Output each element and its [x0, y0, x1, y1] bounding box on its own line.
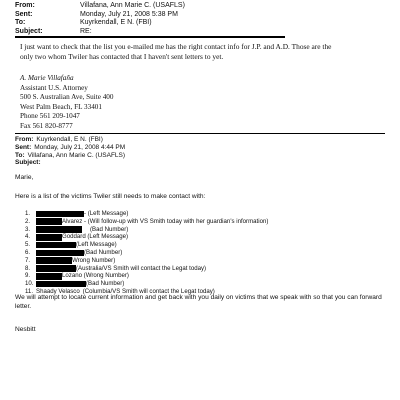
orig-from-label: From: — [15, 136, 34, 143]
signature-address2: West Palm Beach, FL 33401 — [20, 102, 102, 111]
list-item — [25, 210, 268, 218]
from-value: Villafana, Ann Marie C. (USAFLS) — [80, 2, 185, 9]
to-value: Kuyrkendall, E N. (FBI) — [80, 19, 152, 26]
sender-signoff: Nesbitt — [15, 326, 36, 333]
list-text: Alvarez - (Will follow-up with VS Smith today with her guardian's information) — [62, 217, 269, 225]
list-text: (Bad Number) — [86, 280, 125, 288]
signature-address1: 500 S. Australian Ave, Suite 400 — [20, 93, 114, 101]
signature-title: Assistant U.S. Attorney — [20, 83, 88, 92]
redaction-bar — [36, 265, 76, 272]
email-header-original — [15, 136, 125, 167]
list-item — [25, 272, 268, 280]
list-item — [25, 249, 268, 257]
list-number: 11. — [25, 287, 34, 295]
to-row — [15, 19, 185, 28]
sent-row — [15, 11, 185, 20]
list-number: 7. — [25, 256, 31, 264]
orig-subject-label: Subject: — [15, 159, 41, 167]
reply-body: I just want to check that the list you e-mailed me has the right contact info for J.P. and A.D. Those are the only two whom Twiler has contacted that I haven't sent letters to yet. — [20, 42, 332, 61]
redaction-bar — [36, 218, 62, 225]
signature-name: A. Marie Villafaña — [20, 74, 74, 82]
list-number: 3. — [25, 225, 31, 233]
list-item — [25, 265, 268, 273]
list-item — [25, 218, 268, 226]
subject-label: Subject: — [15, 27, 43, 35]
greeting: Marie, — [15, 174, 34, 181]
redaction-bar — [36, 242, 76, 249]
list-text: Wrong Number) — [72, 256, 116, 264]
orig-from-value: Kuyrkendall, E N. (FBI) — [36, 136, 103, 143]
redaction-bar — [36, 226, 82, 233]
redaction-bar — [36, 234, 62, 241]
list-item — [25, 280, 268, 288]
list-text: Lozano (Wrong Number) — [62, 272, 129, 280]
signature-fax: Fax 561 820-8777 — [20, 121, 73, 130]
list-item — [25, 233, 268, 241]
email-header-reply — [15, 2, 185, 36]
orig-to-value: Villafana, Ann Marie C. (USAFLS) — [27, 151, 126, 159]
list-number: 2. — [25, 217, 31, 225]
sent-label: Sent: — [15, 10, 33, 18]
list-item — [25, 257, 268, 265]
orig-sent-value: Monday, July 21, 2008 4:44 PM — [34, 143, 126, 151]
list-text: (Bad Number) — [90, 225, 129, 233]
from-label: From: — [15, 2, 35, 9]
list-text: Goddard (Left Message) — [62, 233, 129, 241]
list-text: - (Left Message) — [84, 210, 129, 217]
subject-value: RE: — [80, 27, 92, 35]
redaction-bar — [36, 250, 84, 257]
victim-list — [25, 210, 268, 296]
redaction-bar — [36, 273, 62, 280]
signature-block — [20, 74, 114, 131]
list-intro: Here is a list of the victims Twiler still needs to make contact with: — [15, 193, 206, 200]
list-name: Shaady Velasco — [36, 287, 80, 295]
orig-to-row — [15, 152, 125, 160]
subject-row — [15, 28, 185, 37]
list-item — [25, 241, 268, 249]
list-number: 10. — [25, 280, 34, 288]
closing-paragraph: We will attempt to locate current information and get back with you daily on victims that we speak with so that you can forward letter. — [15, 294, 382, 310]
list-text: (Australia/VS Smith will contact the Legat today) — [76, 264, 207, 272]
list-number: 5. — [25, 241, 31, 249]
orig-sent-label: Sent: — [15, 143, 32, 151]
to-label: To: — [15, 19, 26, 26]
orig-to-label: To: — [15, 151, 25, 159]
list-item — [25, 226, 268, 234]
list-number: 4. — [25, 233, 31, 241]
from-row — [15, 2, 185, 11]
list-number: 6. — [25, 248, 31, 256]
header-rule — [15, 36, 285, 38]
list-number: 9. — [25, 272, 31, 280]
redaction-bar — [36, 281, 86, 288]
message-separator — [15, 133, 385, 134]
orig-subject-row — [15, 159, 125, 167]
signature-phone: Phone 561 209-1047 — [20, 112, 80, 120]
list-number: 8. — [25, 264, 31, 272]
redaction-bar — [36, 257, 72, 264]
redaction-bar — [36, 211, 84, 218]
list-text: (Left Message) — [76, 241, 117, 249]
orig-from-row — [15, 136, 125, 144]
orig-sent-row — [15, 144, 125, 152]
sent-value: Monday, July 21, 2008 5:38 PM — [80, 10, 178, 18]
list-text: (Bad Number) — [84, 248, 123, 256]
list-number: 1. — [25, 210, 31, 217]
list-text: (Columbia/VS Smith will contact the Legat today) — [82, 287, 215, 295]
